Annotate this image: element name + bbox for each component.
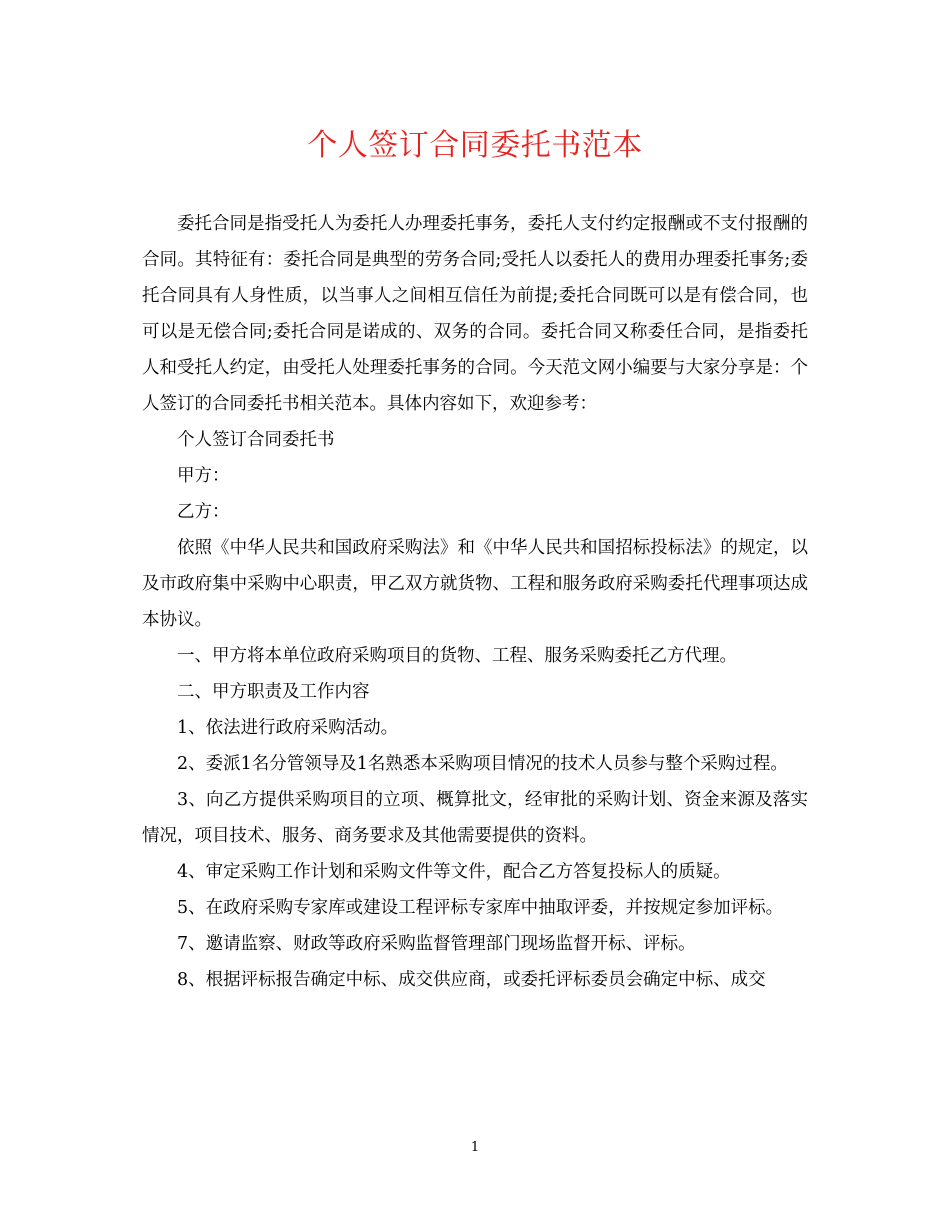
document-body [142, 206, 808, 998]
paragraph-section-1: 一、甲方将本单位政府采购项目的货物、工程、服务采购委托乙方代理。 [177, 646, 737, 666]
paragraph-item-2: 2、委派1名分管领导及1名熟悉本采购项目情况的技术人员参与整个采购过程。 [177, 754, 788, 774]
paragraph-item-3: 3、向乙方提供采购项目的立项、概算批文，经审批的采购计划、资金来源及落实情况，项目技术、服务、商务要求及其他需要提供的资料。 [142, 790, 808, 846]
paragraph-heading: 个人签订合同委托书 [177, 430, 335, 450]
paragraph-item-8: 8、根据评标报告确定中标、成交供应商，或委托评标委员会确定中标、成交 [177, 970, 766, 990]
paragraph-item-7: 7、邀请监察、财政等政府采购监督管理部门现场监督开标、评标。 [177, 934, 696, 954]
paragraph-party-a: 甲方： [177, 466, 230, 486]
paragraph-intro: 委托合同是指受托人为委托人办理委托事务，委托人支付约定报酬或不支付报酬的合同。其特征有：委托合同是典型的劳务合同;受托人以委托人的费用办理委托事务;委托合同具有人身性质，以当事人之间相互信任为前提;委托合同既可以是有偿合同，也可以是无偿合同;委托合同是诺成的、双务的合同。委托合同又称委任合同，是指委托人和受托人约定，由受托人处理委托事务的合同。今天范文网小编要与大家分享是：个人签订的合同委托书相关范本。具体内容如下，欢迎参考： [142, 214, 808, 414]
paragraph-legal-basis: 依照《中华人民共和国政府采购法》和《中华人民共和国招标投标法》的规定，以及市政府集中采购中心职责，甲乙双方就货物、工程和服务政府采购委托代理事项达成本协议。 [142, 538, 808, 630]
paragraph-section-2: 二、甲方职责及工作内容 [177, 682, 370, 702]
paragraph-item-4: 4、审定采购工作计划和采购文件等文件，配合乙方答复投标人的质疑。 [177, 862, 731, 882]
paragraph-item-5: 5、在政府采购专家库或建设工程评标专家库中抽取评委，并按规定参加评标。 [177, 898, 784, 918]
paragraph-party-b: 乙方： [177, 502, 230, 522]
paragraph-item-1: 1、依法进行政府采购活动。 [177, 718, 399, 738]
page-number: 1 [470, 1140, 480, 1155]
document-title: 个人签订合同委托书范本 [307, 128, 643, 163]
